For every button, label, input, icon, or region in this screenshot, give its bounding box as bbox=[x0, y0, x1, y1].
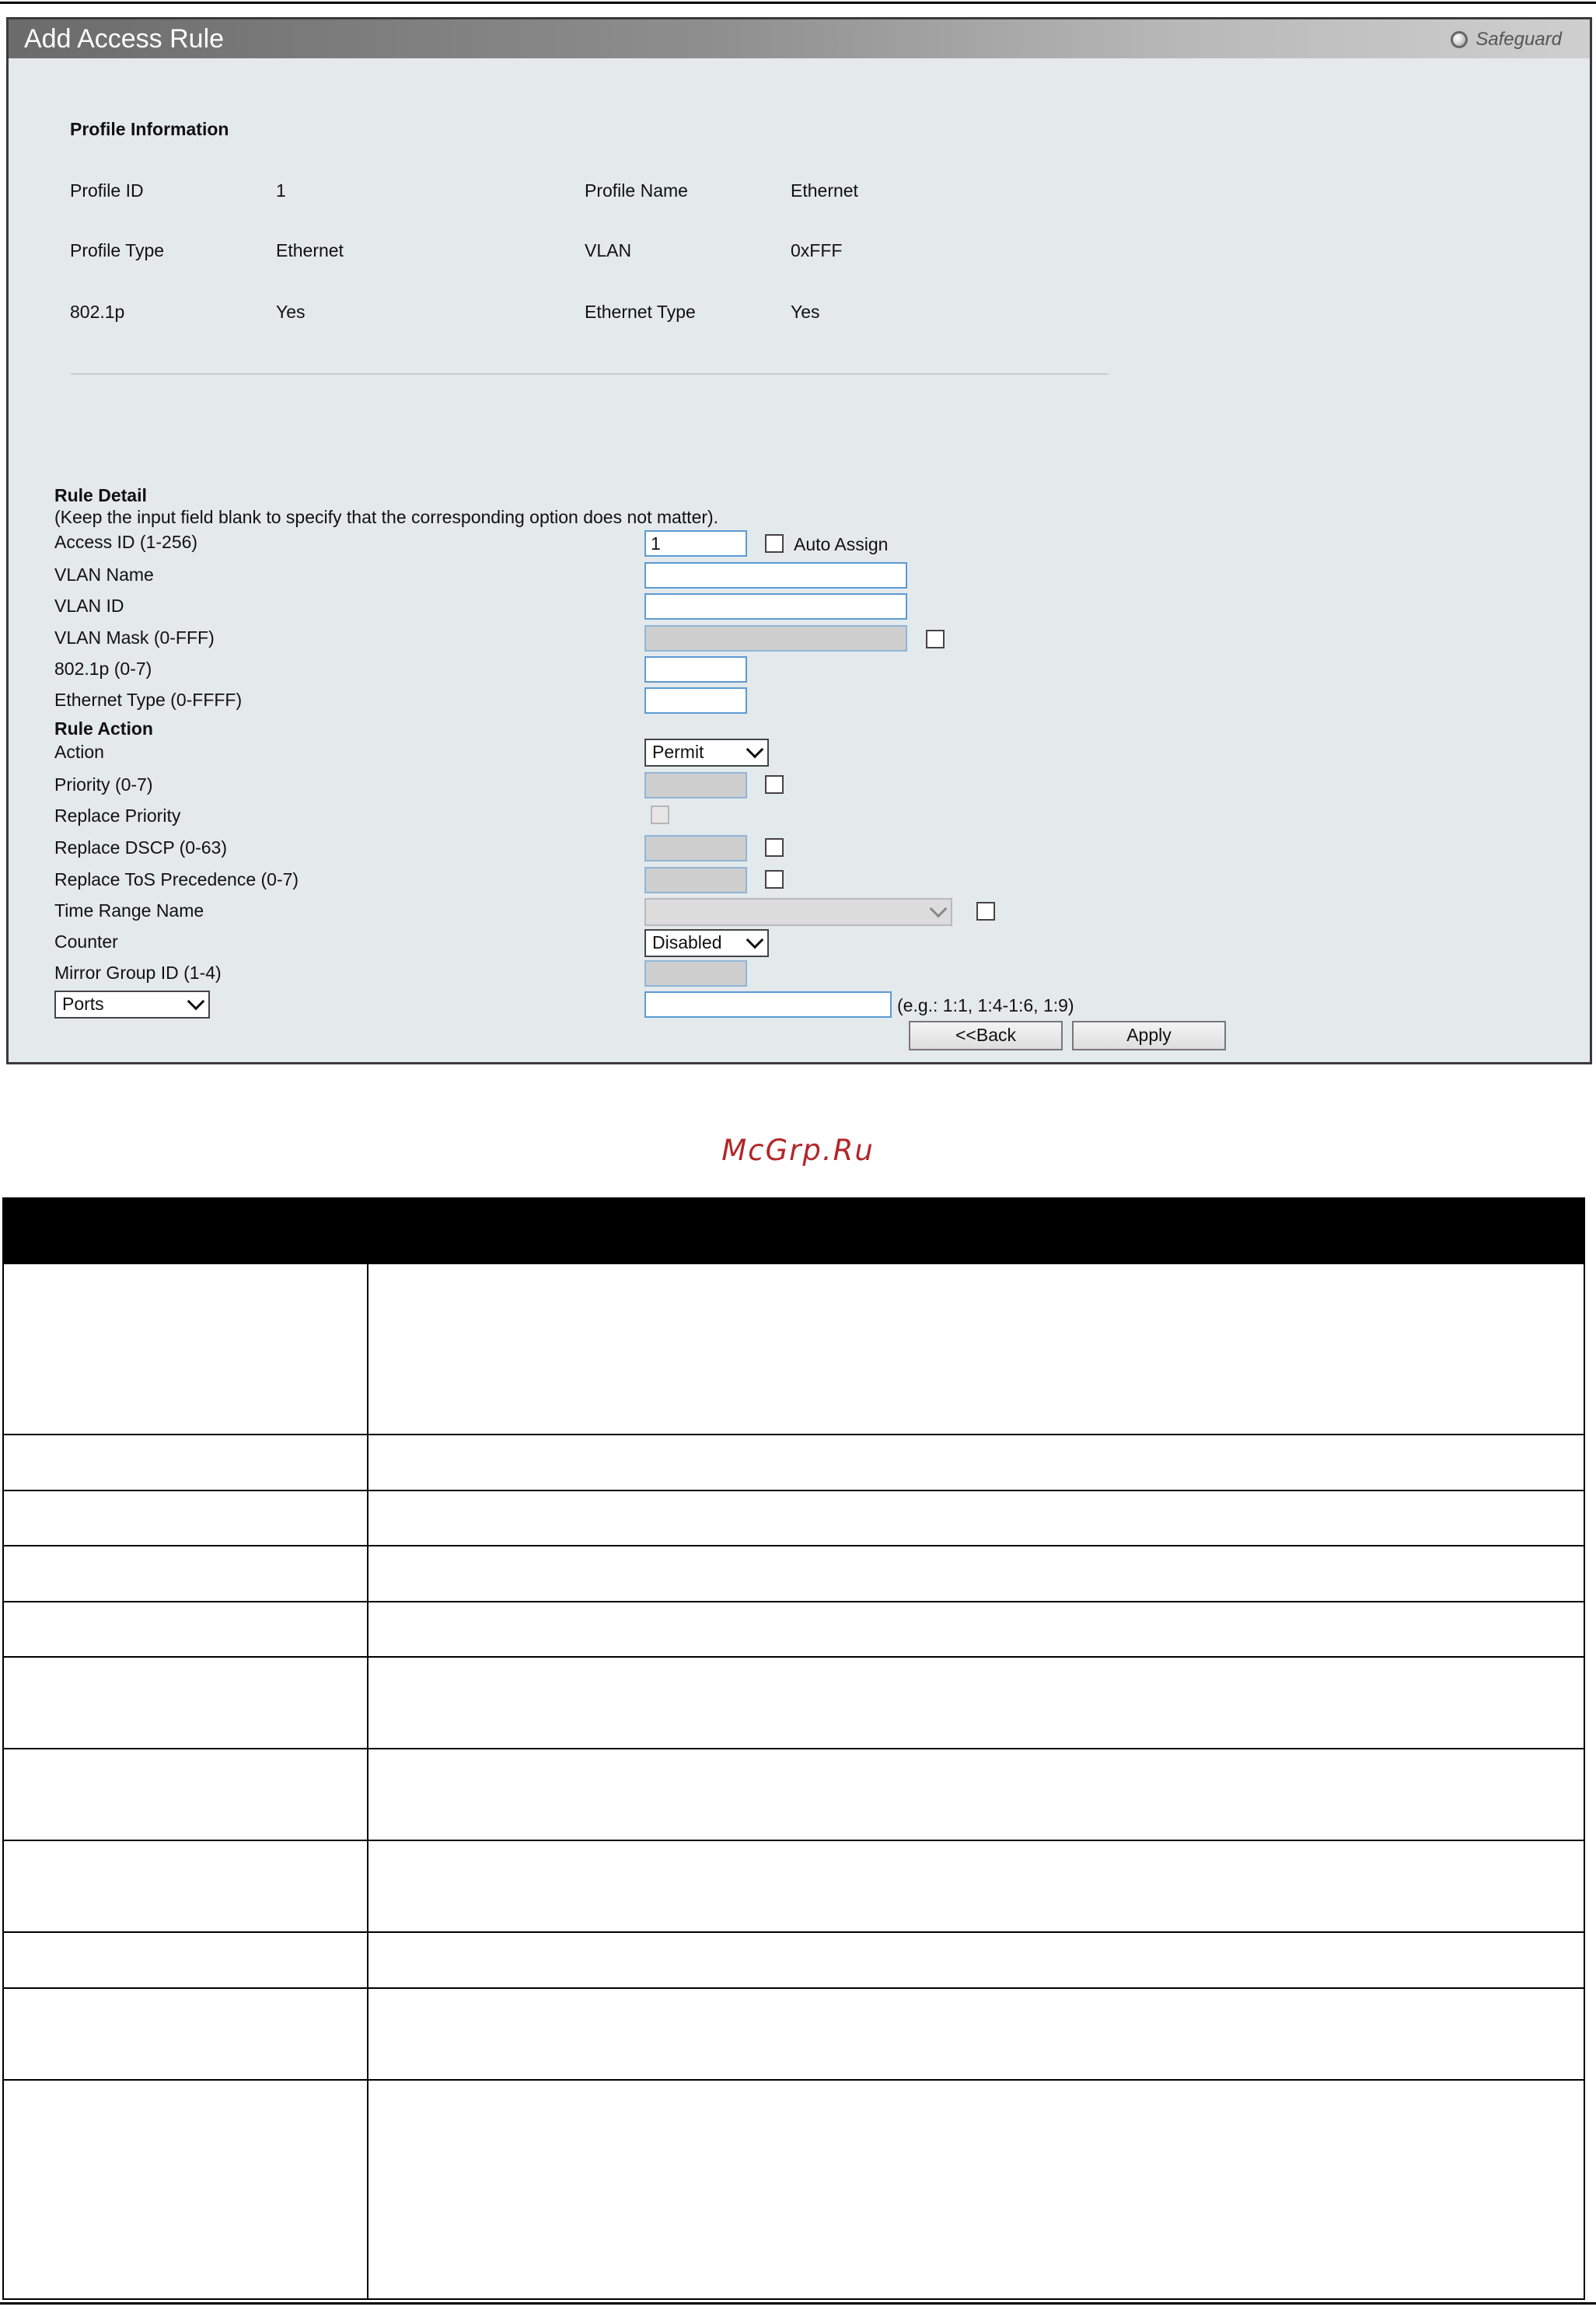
counter-select[interactable] bbox=[644, 929, 769, 957]
profile-id-value: 1 bbox=[276, 180, 286, 201]
rule-detail-note: (Keep the input field blank to specify that the corresponding option does not matter). bbox=[54, 507, 719, 527]
profile-type-value: Ethernet bbox=[276, 240, 344, 260]
access-id-label: Access ID (1-256) bbox=[54, 532, 198, 552]
ports-type-select-value: Ports bbox=[62, 994, 104, 1014]
replace-dscp-checkbox[interactable] bbox=[765, 838, 784, 857]
auto-assign-checkbox[interactable] bbox=[765, 534, 784, 553]
window-titlebar bbox=[9, 19, 1590, 58]
ports-hint: (e.g.: 1:1, 1:4-1:6, 1:9) bbox=[897, 995, 1074, 1015]
table-cell bbox=[4, 1546, 368, 1601]
table-cell bbox=[4, 1841, 368, 1931]
counter-select-value: Disabled bbox=[652, 932, 722, 952]
vlan-value: 0xFFF bbox=[791, 240, 843, 260]
replace-tos-label: Replace ToS Precedence (0-7) bbox=[54, 869, 299, 889]
apply-button[interactable]: Apply bbox=[1072, 1021, 1226, 1050]
add-access-rule-window bbox=[6, 17, 1592, 1064]
table-cell bbox=[368, 1989, 1584, 2079]
table-row bbox=[2, 1546, 1585, 1602]
table-cell bbox=[368, 1546, 1584, 1601]
replace-dscp-label: Replace DSCP (0-63) bbox=[54, 837, 228, 858]
window-title: Add Access Rule bbox=[24, 24, 225, 54]
safeguard-label: Safeguard bbox=[1476, 29, 1562, 50]
table-cell bbox=[4, 1264, 368, 1434]
access-id-input[interactable] bbox=[644, 530, 747, 557]
profile-id-label: Profile ID bbox=[70, 180, 144, 201]
table-cell bbox=[368, 1264, 1584, 1434]
table-cell bbox=[368, 1749, 1584, 1840]
table-cell bbox=[368, 1841, 1584, 1931]
rule-detail-heading: Rule Detail bbox=[54, 485, 147, 505]
dot1p-input[interactable] bbox=[644, 656, 747, 683]
ethernet-type-input[interactable] bbox=[644, 687, 747, 714]
table-cell bbox=[368, 1602, 1584, 1656]
ethernet-type-value: Yes bbox=[791, 302, 820, 322]
vlan-mask-label: VLAN Mask (0-FFF) bbox=[54, 627, 215, 648]
vlan-label: VLAN bbox=[585, 240, 632, 260]
table-cell bbox=[4, 1658, 368, 1748]
table-row bbox=[2, 1658, 1585, 1749]
safeguard-indicator[interactable] bbox=[1451, 29, 1562, 51]
chevron-down-icon bbox=[746, 741, 764, 759]
profile-info-heading: Profile Information bbox=[70, 119, 229, 139]
table-row bbox=[2, 1491, 1585, 1546]
vlan-mask-input[interactable] bbox=[644, 625, 907, 652]
replace-tos-checkbox[interactable] bbox=[765, 870, 784, 889]
action-label: Action bbox=[54, 742, 104, 762]
table-header bbox=[2, 1197, 1585, 1264]
ethernet-type-label: Ethernet Type bbox=[585, 302, 696, 322]
table-row bbox=[2, 1989, 1585, 2081]
table-cell bbox=[4, 1749, 368, 1840]
dot1p-value: Yes bbox=[276, 302, 306, 322]
mirror-group-input[interactable] bbox=[644, 960, 747, 987]
table-row bbox=[2, 1435, 1585, 1491]
vlan-mask-checkbox[interactable] bbox=[926, 630, 945, 648]
vlan-name-input[interactable] bbox=[644, 562, 907, 589]
table-row bbox=[2, 1841, 1585, 1933]
table-cell bbox=[368, 2081, 1584, 2298]
profile-type-label: Profile Type bbox=[70, 240, 165, 260]
rule-action-heading: Rule Action bbox=[54, 718, 153, 739]
replace-dscp-input[interactable] bbox=[644, 835, 747, 861]
table-cell bbox=[368, 1658, 1584, 1748]
table-cell bbox=[368, 1491, 1584, 1545]
vlan-name-label: VLAN Name bbox=[54, 564, 154, 585]
table-cell bbox=[4, 2081, 368, 2298]
vlan-id-label: VLAN ID bbox=[54, 596, 124, 616]
auto-assign-label: Auto Assign bbox=[794, 534, 889, 554]
chevron-down-icon bbox=[930, 900, 948, 918]
watermark: McGrp.Ru bbox=[721, 1134, 875, 1167]
time-range-checkbox[interactable] bbox=[976, 902, 995, 921]
bottom-border bbox=[0, 2302, 1596, 2305]
profile-name-value: Ethernet bbox=[791, 180, 858, 201]
vlan-id-input[interactable] bbox=[644, 593, 907, 620]
time-range-select[interactable] bbox=[644, 898, 952, 926]
priority-label: Priority (0-7) bbox=[54, 774, 153, 795]
priority-input[interactable] bbox=[644, 772, 747, 799]
profile-divider bbox=[71, 373, 1109, 375]
rule-dot1p-label: 802.1p (0-7) bbox=[54, 659, 152, 679]
description-table bbox=[2, 1197, 1585, 2300]
chevron-down-icon bbox=[746, 931, 764, 949]
table-cell bbox=[4, 1933, 368, 1987]
back-button[interactable]: <<Back bbox=[909, 1021, 1063, 1050]
mirror-group-label: Mirror Group ID (1-4) bbox=[54, 963, 222, 983]
rule-ethernet-type-label: Ethernet Type (0-FFFF) bbox=[54, 690, 243, 710]
profile-name-label: Profile Name bbox=[585, 180, 688, 201]
table-cell bbox=[368, 1933, 1584, 1987]
action-select[interactable] bbox=[644, 739, 769, 767]
table-cell bbox=[368, 1435, 1584, 1490]
replace-priority-label: Replace Priority bbox=[54, 806, 181, 826]
table-cell bbox=[4, 1602, 368, 1656]
top-border bbox=[0, 2, 1596, 4]
table-row bbox=[2, 1749, 1585, 1841]
priority-checkbox[interactable] bbox=[765, 775, 784, 794]
replace-tos-input[interactable] bbox=[644, 867, 747, 893]
table-cell bbox=[4, 1491, 368, 1545]
safeguard-icon bbox=[1451, 31, 1468, 48]
action-select-value: Permit bbox=[652, 742, 704, 762]
table-row bbox=[2, 2081, 1585, 2300]
table-cell bbox=[4, 1435, 368, 1490]
time-range-label: Time Range Name bbox=[54, 900, 204, 921]
table-cell bbox=[4, 1989, 368, 2079]
chevron-down-icon bbox=[187, 993, 205, 1011]
table-row bbox=[2, 1602, 1585, 1658]
ports-input[interactable] bbox=[644, 991, 892, 1018]
counter-label: Counter bbox=[54, 931, 118, 952]
replace-priority-checkbox[interactable] bbox=[651, 806, 669, 824]
table-row bbox=[2, 1933, 1585, 1989]
table-row bbox=[2, 1264, 1585, 1435]
ports-type-select[interactable] bbox=[54, 991, 210, 1019]
dot1p-label: 802.1p bbox=[70, 302, 125, 322]
